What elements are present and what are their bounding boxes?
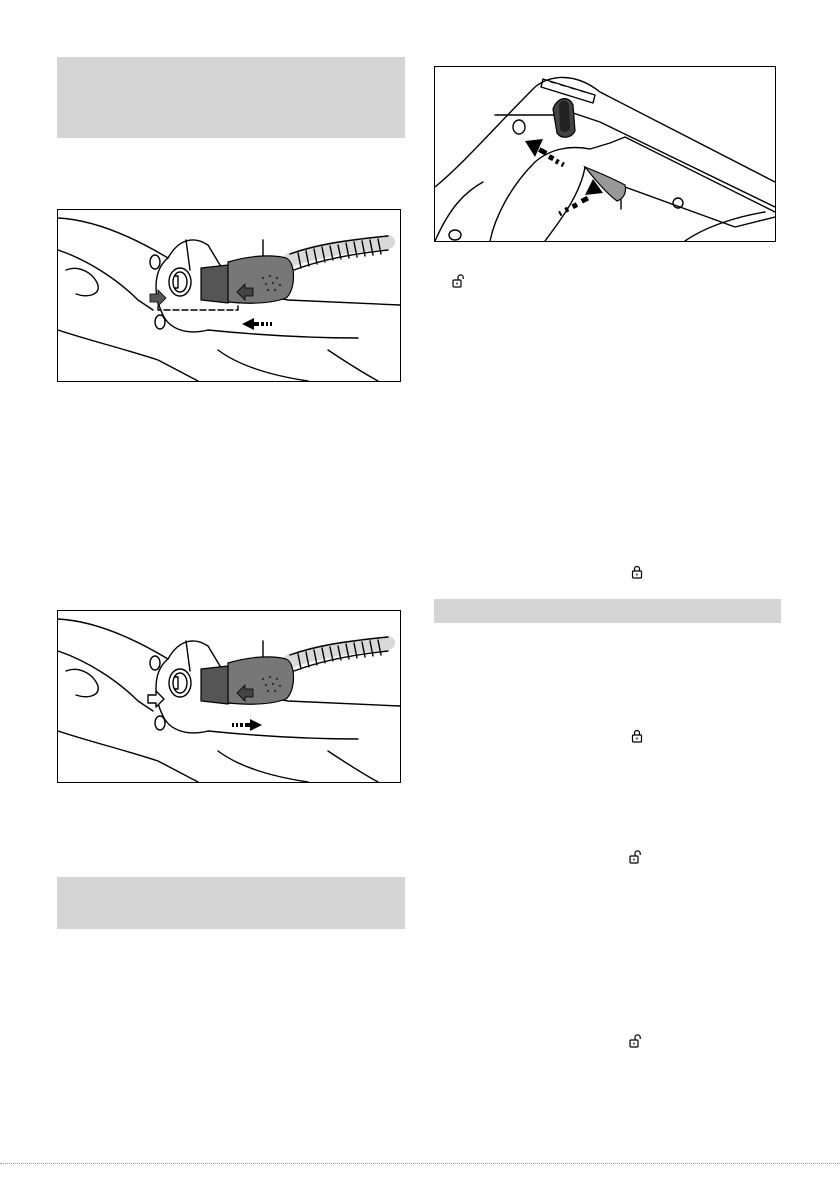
hose-connect-illustration <box>58 210 400 381</box>
section-heading-box-2 <box>57 877 405 929</box>
unlocked-padlock-icon <box>629 850 641 864</box>
section-heading-box-1 <box>57 57 405 138</box>
figure-hose-disconnect <box>57 610 401 783</box>
figure-handle-lock-slider <box>434 66 776 242</box>
page-bottom-dotted-rule <box>0 1163 840 1164</box>
section-heading-bar-3 <box>434 599 781 623</box>
handle-lock-illustration <box>435 67 775 241</box>
unlocked-padlock-icon <box>629 1034 641 1048</box>
unlocked-padlock-icon <box>452 274 464 288</box>
locked-padlock-icon <box>631 565 643 579</box>
locked-padlock-icon <box>631 729 643 743</box>
hose-disconnect-illustration <box>58 611 400 782</box>
figure-hose-connect <box>57 209 401 382</box>
